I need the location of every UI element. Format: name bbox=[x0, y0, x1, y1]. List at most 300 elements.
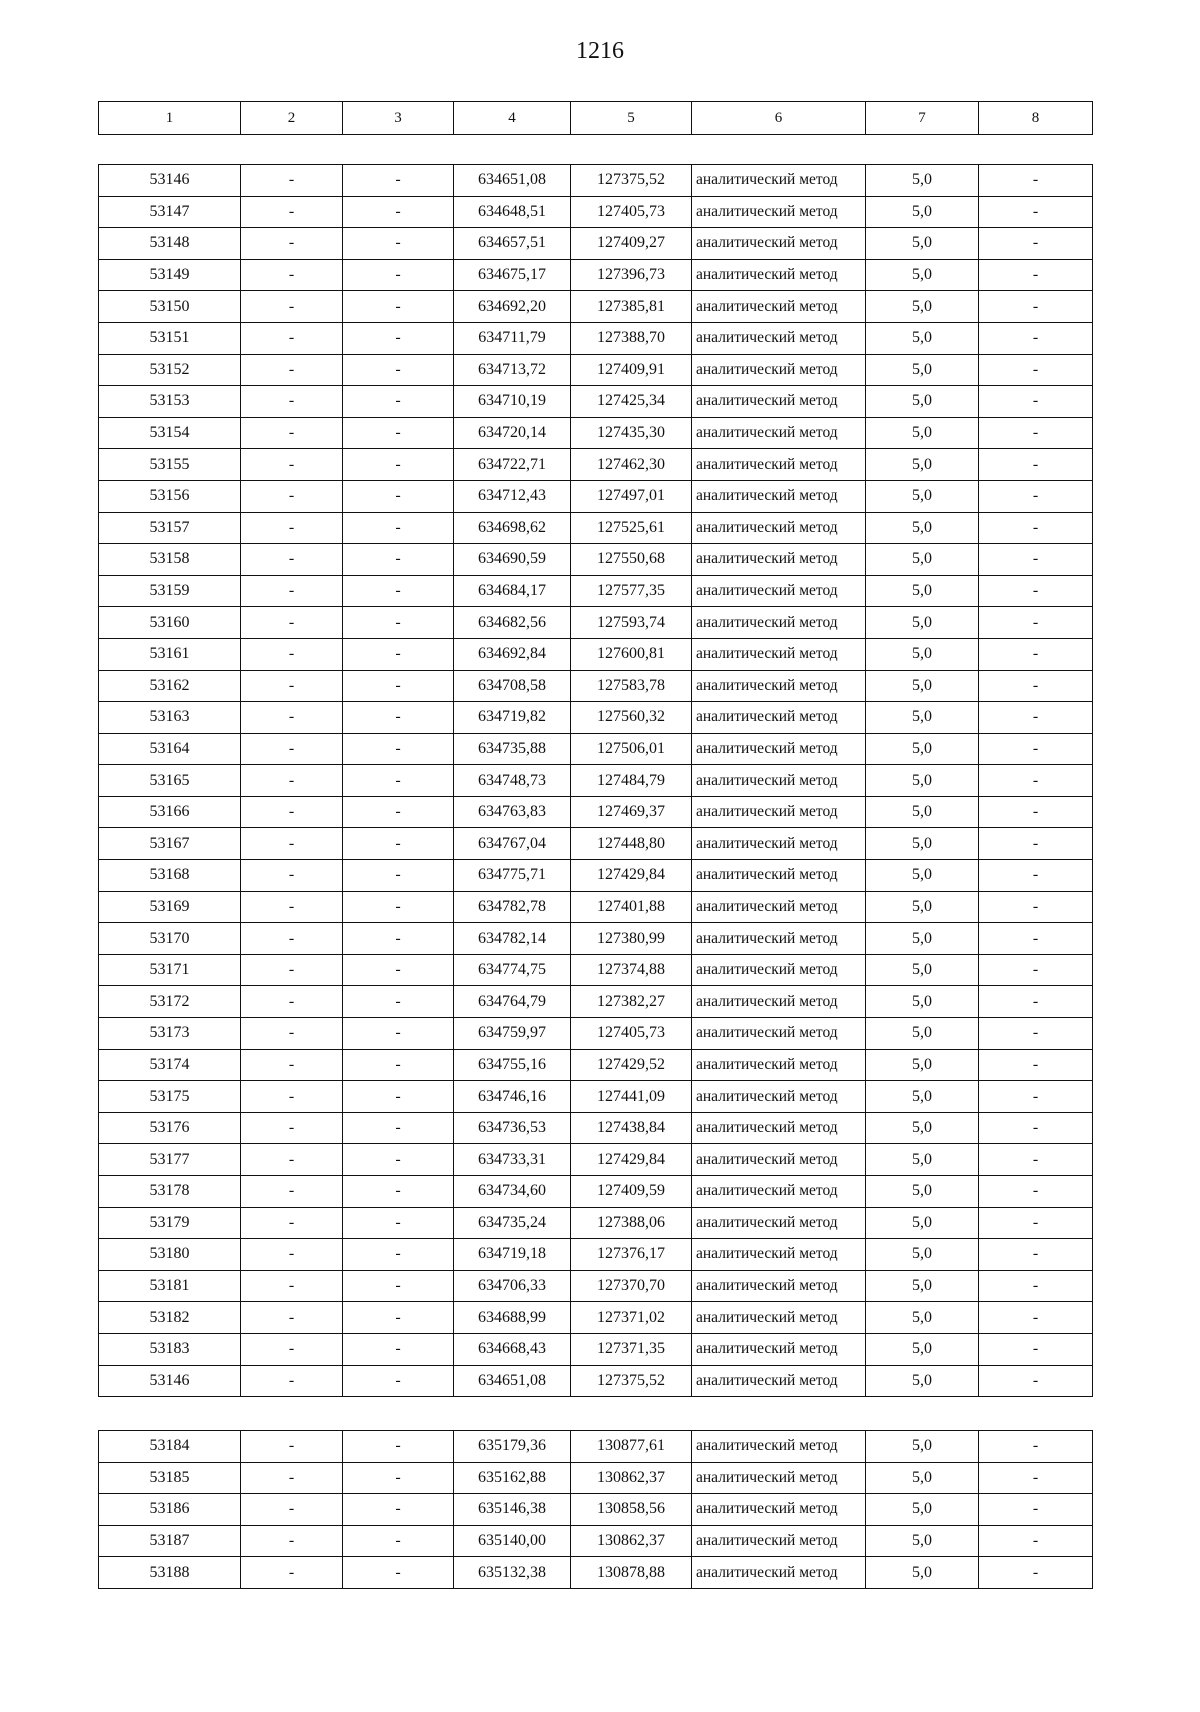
y-coordinate-cell: 127525,61 bbox=[571, 512, 692, 544]
point-number-cell: 53147 bbox=[99, 196, 241, 228]
coordinates-table-block-1 bbox=[98, 164, 1093, 1397]
method-cell: аналитический метод bbox=[692, 259, 866, 291]
accuracy-cell: 5,0 bbox=[866, 733, 979, 765]
method-cell: аналитический метод bbox=[692, 228, 866, 260]
col3-cell: - bbox=[343, 196, 454, 228]
table-row bbox=[99, 1462, 1093, 1494]
x-coordinate-cell: 634675,17 bbox=[454, 259, 571, 291]
col2-cell: - bbox=[241, 1270, 343, 1302]
accuracy-cell: 5,0 bbox=[866, 1302, 979, 1334]
point-number-cell: 53166 bbox=[99, 796, 241, 828]
accuracy-cell: 5,0 bbox=[866, 1525, 979, 1557]
col3-cell: - bbox=[343, 1081, 454, 1113]
table-row bbox=[99, 1018, 1093, 1050]
method-cell: аналитический метод bbox=[692, 165, 866, 197]
method-cell: аналитический метод bbox=[692, 512, 866, 544]
point-number-cell: 53183 bbox=[99, 1333, 241, 1365]
col3-cell: - bbox=[343, 1525, 454, 1557]
col2-cell: - bbox=[241, 165, 343, 197]
accuracy-cell: 5,0 bbox=[866, 607, 979, 639]
col3-cell: - bbox=[343, 1176, 454, 1208]
method-cell: аналитический метод bbox=[692, 1431, 866, 1463]
col3-cell: - bbox=[343, 1302, 454, 1334]
col2-cell: - bbox=[241, 1525, 343, 1557]
method-cell: аналитический метод bbox=[692, 1525, 866, 1557]
x-coordinate-cell: 634668,43 bbox=[454, 1333, 571, 1365]
col8-cell: - bbox=[979, 702, 1093, 734]
col2-cell: - bbox=[241, 449, 343, 481]
table-row bbox=[99, 923, 1093, 955]
point-number-cell: 53146 bbox=[99, 1365, 241, 1397]
accuracy-cell: 5,0 bbox=[866, 1081, 979, 1113]
point-number-cell: 53160 bbox=[99, 607, 241, 639]
table-row bbox=[99, 828, 1093, 860]
table-row bbox=[99, 1302, 1093, 1334]
table-row bbox=[99, 1239, 1093, 1271]
col3-cell: - bbox=[343, 417, 454, 449]
y-coordinate-cell: 127425,34 bbox=[571, 386, 692, 418]
x-coordinate-cell: 634734,60 bbox=[454, 1176, 571, 1208]
accuracy-cell: 5,0 bbox=[866, 322, 979, 354]
col2-cell: - bbox=[241, 1176, 343, 1208]
y-coordinate-cell: 127374,88 bbox=[571, 954, 692, 986]
method-cell: аналитический метод bbox=[692, 891, 866, 923]
col3-cell: - bbox=[343, 575, 454, 607]
col2-cell: - bbox=[241, 923, 343, 955]
col2-cell: - bbox=[241, 733, 343, 765]
accuracy-cell: 5,0 bbox=[866, 1049, 979, 1081]
column-header: 4 bbox=[454, 102, 571, 135]
point-number-cell: 53179 bbox=[99, 1207, 241, 1239]
accuracy-cell: 5,0 bbox=[866, 259, 979, 291]
col3-cell: - bbox=[343, 1270, 454, 1302]
method-cell: аналитический метод bbox=[692, 954, 866, 986]
col8-cell: - bbox=[979, 1494, 1093, 1526]
col8-cell: - bbox=[979, 228, 1093, 260]
y-coordinate-cell: 127497,01 bbox=[571, 480, 692, 512]
x-coordinate-cell: 634713,72 bbox=[454, 354, 571, 386]
col8-cell: - bbox=[979, 544, 1093, 576]
x-coordinate-cell: 635140,00 bbox=[454, 1525, 571, 1557]
col8-cell: - bbox=[979, 1207, 1093, 1239]
y-coordinate-cell: 127506,01 bbox=[571, 733, 692, 765]
col8-cell: - bbox=[979, 733, 1093, 765]
col2-cell: - bbox=[241, 228, 343, 260]
method-cell: аналитический метод bbox=[692, 828, 866, 860]
x-coordinate-cell: 634719,18 bbox=[454, 1239, 571, 1271]
col3-cell: - bbox=[343, 449, 454, 481]
x-coordinate-cell: 634712,43 bbox=[454, 480, 571, 512]
x-coordinate-cell: 634755,16 bbox=[454, 1049, 571, 1081]
y-coordinate-cell: 127469,37 bbox=[571, 796, 692, 828]
col8-cell: - bbox=[979, 860, 1093, 892]
method-cell: аналитический метод bbox=[692, 860, 866, 892]
y-coordinate-cell: 130877,61 bbox=[571, 1431, 692, 1463]
col3-cell: - bbox=[343, 1112, 454, 1144]
accuracy-cell: 5,0 bbox=[866, 386, 979, 418]
col2-cell: - bbox=[241, 1112, 343, 1144]
col3-cell: - bbox=[343, 544, 454, 576]
point-number-cell: 53174 bbox=[99, 1049, 241, 1081]
table-row bbox=[99, 1494, 1093, 1526]
col2-cell: - bbox=[241, 196, 343, 228]
table-row bbox=[99, 638, 1093, 670]
point-number-cell: 53165 bbox=[99, 765, 241, 797]
col8-cell: - bbox=[979, 1176, 1093, 1208]
method-cell: аналитический метод bbox=[692, 322, 866, 354]
table-row bbox=[99, 860, 1093, 892]
y-coordinate-cell: 127388,06 bbox=[571, 1207, 692, 1239]
point-number-cell: 53185 bbox=[99, 1462, 241, 1494]
column-header: 5 bbox=[571, 102, 692, 135]
col3-cell: - bbox=[343, 1494, 454, 1526]
table-row bbox=[99, 480, 1093, 512]
col2-cell: - bbox=[241, 638, 343, 670]
accuracy-cell: 5,0 bbox=[866, 765, 979, 797]
accuracy-cell: 5,0 bbox=[866, 1144, 979, 1176]
table-row bbox=[99, 544, 1093, 576]
point-number-cell: 53176 bbox=[99, 1112, 241, 1144]
method-cell: аналитический метод bbox=[692, 1081, 866, 1113]
accuracy-cell: 5,0 bbox=[866, 354, 979, 386]
x-coordinate-cell: 634657,51 bbox=[454, 228, 571, 260]
col3-cell: - bbox=[343, 165, 454, 197]
table-row bbox=[99, 796, 1093, 828]
y-coordinate-cell: 127583,78 bbox=[571, 670, 692, 702]
column-header-table bbox=[98, 101, 1093, 135]
col3-cell: - bbox=[343, 1557, 454, 1589]
col3-cell: - bbox=[343, 1365, 454, 1397]
col2-cell: - bbox=[241, 1557, 343, 1589]
method-cell: аналитический метод bbox=[692, 1144, 866, 1176]
method-cell: аналитический метод bbox=[692, 386, 866, 418]
column-header-row bbox=[99, 102, 1093, 135]
y-coordinate-cell: 127462,30 bbox=[571, 449, 692, 481]
table-row bbox=[99, 575, 1093, 607]
col3-cell: - bbox=[343, 1239, 454, 1271]
method-cell: аналитический метод bbox=[692, 1239, 866, 1271]
col3-cell: - bbox=[343, 386, 454, 418]
point-number-cell: 53151 bbox=[99, 322, 241, 354]
method-cell: аналитический метод bbox=[692, 1049, 866, 1081]
table-row bbox=[99, 670, 1093, 702]
col2-cell: - bbox=[241, 1333, 343, 1365]
accuracy-cell: 5,0 bbox=[866, 796, 979, 828]
table-row bbox=[99, 228, 1093, 260]
col8-cell: - bbox=[979, 449, 1093, 481]
method-cell: аналитический метод bbox=[692, 923, 866, 955]
col3-cell: - bbox=[343, 796, 454, 828]
col3-cell: - bbox=[343, 291, 454, 323]
accuracy-cell: 5,0 bbox=[866, 512, 979, 544]
accuracy-cell: 5,0 bbox=[866, 1557, 979, 1589]
table-row bbox=[99, 1081, 1093, 1113]
col8-cell: - bbox=[979, 291, 1093, 323]
accuracy-cell: 5,0 bbox=[866, 544, 979, 576]
table-row bbox=[99, 986, 1093, 1018]
y-coordinate-cell: 127376,17 bbox=[571, 1239, 692, 1271]
x-coordinate-cell: 634733,31 bbox=[454, 1144, 571, 1176]
x-coordinate-cell: 634720,14 bbox=[454, 417, 571, 449]
x-coordinate-cell: 634746,16 bbox=[454, 1081, 571, 1113]
y-coordinate-cell: 127435,30 bbox=[571, 417, 692, 449]
col8-cell: - bbox=[979, 638, 1093, 670]
y-coordinate-cell: 127375,52 bbox=[571, 1365, 692, 1397]
col8-cell: - bbox=[979, 1144, 1093, 1176]
method-cell: аналитический метод bbox=[692, 1462, 866, 1494]
point-number-cell: 53167 bbox=[99, 828, 241, 860]
col3-cell: - bbox=[343, 702, 454, 734]
col8-cell: - bbox=[979, 322, 1093, 354]
method-cell: аналитический метод bbox=[692, 449, 866, 481]
col8-cell: - bbox=[979, 1557, 1093, 1589]
x-coordinate-cell: 634692,20 bbox=[454, 291, 571, 323]
method-cell: аналитический метод bbox=[692, 575, 866, 607]
col8-cell: - bbox=[979, 1239, 1093, 1271]
y-coordinate-cell: 127405,73 bbox=[571, 1018, 692, 1050]
accuracy-cell: 5,0 bbox=[866, 986, 979, 1018]
x-coordinate-cell: 634692,84 bbox=[454, 638, 571, 670]
table-row bbox=[99, 1176, 1093, 1208]
accuracy-cell: 5,0 bbox=[866, 1494, 979, 1526]
method-cell: аналитический метод bbox=[692, 1176, 866, 1208]
point-number-cell: 53171 bbox=[99, 954, 241, 986]
col8-cell: - bbox=[979, 575, 1093, 607]
y-coordinate-cell: 127560,32 bbox=[571, 702, 692, 734]
method-cell: аналитический метод bbox=[692, 417, 866, 449]
method-cell: аналитический метод bbox=[692, 1270, 866, 1302]
accuracy-cell: 5,0 bbox=[866, 1112, 979, 1144]
y-coordinate-cell: 127593,74 bbox=[571, 607, 692, 639]
col2-cell: - bbox=[241, 1365, 343, 1397]
table-row bbox=[99, 417, 1093, 449]
col2-cell: - bbox=[241, 480, 343, 512]
col8-cell: - bbox=[979, 954, 1093, 986]
point-number-cell: 53172 bbox=[99, 986, 241, 1018]
table-row bbox=[99, 512, 1093, 544]
point-number-cell: 53159 bbox=[99, 575, 241, 607]
y-coordinate-cell: 127385,81 bbox=[571, 291, 692, 323]
col3-cell: - bbox=[343, 322, 454, 354]
col3-cell: - bbox=[343, 228, 454, 260]
table-row bbox=[99, 954, 1093, 986]
x-coordinate-cell: 634684,17 bbox=[454, 575, 571, 607]
x-coordinate-cell: 635179,36 bbox=[454, 1431, 571, 1463]
col8-cell: - bbox=[979, 1365, 1093, 1397]
col3-cell: - bbox=[343, 480, 454, 512]
method-cell: аналитический метод bbox=[692, 733, 866, 765]
accuracy-cell: 5,0 bbox=[866, 196, 979, 228]
table-row bbox=[99, 1525, 1093, 1557]
col3-cell: - bbox=[343, 1431, 454, 1463]
col8-cell: - bbox=[979, 796, 1093, 828]
x-coordinate-cell: 635132,38 bbox=[454, 1557, 571, 1589]
accuracy-cell: 5,0 bbox=[866, 828, 979, 860]
col2-cell: - bbox=[241, 1144, 343, 1176]
accuracy-cell: 5,0 bbox=[866, 1239, 979, 1271]
col2-cell: - bbox=[241, 702, 343, 734]
page-number: 1216 bbox=[576, 38, 624, 64]
point-number-cell: 53162 bbox=[99, 670, 241, 702]
x-coordinate-cell: 634688,99 bbox=[454, 1302, 571, 1334]
col8-cell: - bbox=[979, 891, 1093, 923]
col3-cell: - bbox=[343, 923, 454, 955]
col8-cell: - bbox=[979, 480, 1093, 512]
accuracy-cell: 5,0 bbox=[866, 670, 979, 702]
accuracy-cell: 5,0 bbox=[866, 1207, 979, 1239]
x-coordinate-cell: 634722,71 bbox=[454, 449, 571, 481]
col2-cell: - bbox=[241, 1462, 343, 1494]
col2-cell: - bbox=[241, 670, 343, 702]
col8-cell: - bbox=[979, 1431, 1093, 1463]
method-cell: аналитический метод bbox=[692, 986, 866, 1018]
y-coordinate-cell: 127577,35 bbox=[571, 575, 692, 607]
col8-cell: - bbox=[979, 1081, 1093, 1113]
y-coordinate-cell: 127429,84 bbox=[571, 1144, 692, 1176]
method-cell: аналитический метод bbox=[692, 1557, 866, 1589]
method-cell: аналитический метод bbox=[692, 1302, 866, 1334]
col3-cell: - bbox=[343, 1207, 454, 1239]
coordinates-table-block-2 bbox=[98, 1430, 1093, 1589]
accuracy-cell: 5,0 bbox=[866, 1462, 979, 1494]
point-number-cell: 53175 bbox=[99, 1081, 241, 1113]
col3-cell: - bbox=[343, 512, 454, 544]
y-coordinate-cell: 127375,52 bbox=[571, 165, 692, 197]
accuracy-cell: 5,0 bbox=[866, 1365, 979, 1397]
table-row bbox=[99, 1270, 1093, 1302]
y-coordinate-cell: 127409,91 bbox=[571, 354, 692, 386]
x-coordinate-cell: 634767,04 bbox=[454, 828, 571, 860]
y-coordinate-cell: 127370,70 bbox=[571, 1270, 692, 1302]
col3-cell: - bbox=[343, 670, 454, 702]
col2-cell: - bbox=[241, 1081, 343, 1113]
col2-cell: - bbox=[241, 1302, 343, 1334]
accuracy-cell: 5,0 bbox=[866, 417, 979, 449]
point-number-cell: 53157 bbox=[99, 512, 241, 544]
x-coordinate-cell: 634782,14 bbox=[454, 923, 571, 955]
accuracy-cell: 5,0 bbox=[866, 449, 979, 481]
col2-cell: - bbox=[241, 417, 343, 449]
col2-cell: - bbox=[241, 1207, 343, 1239]
table-row bbox=[99, 702, 1093, 734]
x-coordinate-cell: 634774,75 bbox=[454, 954, 571, 986]
x-coordinate-cell: 634748,73 bbox=[454, 765, 571, 797]
col3-cell: - bbox=[343, 986, 454, 1018]
col8-cell: - bbox=[979, 165, 1093, 197]
y-coordinate-cell: 127409,27 bbox=[571, 228, 692, 260]
col2-cell: - bbox=[241, 891, 343, 923]
accuracy-cell: 5,0 bbox=[866, 638, 979, 670]
method-cell: аналитический метод bbox=[692, 1112, 866, 1144]
point-number-cell: 53153 bbox=[99, 386, 241, 418]
method-cell: аналитический метод bbox=[692, 702, 866, 734]
x-coordinate-cell: 634682,56 bbox=[454, 607, 571, 639]
point-number-cell: 53173 bbox=[99, 1018, 241, 1050]
method-cell: аналитический метод bbox=[692, 1494, 866, 1526]
col8-cell: - bbox=[979, 512, 1093, 544]
accuracy-cell: 5,0 bbox=[866, 860, 979, 892]
col3-cell: - bbox=[343, 1018, 454, 1050]
accuracy-cell: 5,0 bbox=[866, 575, 979, 607]
x-coordinate-cell: 634710,19 bbox=[454, 386, 571, 418]
col3-cell: - bbox=[343, 1462, 454, 1494]
y-coordinate-cell: 127401,88 bbox=[571, 891, 692, 923]
col3-cell: - bbox=[343, 354, 454, 386]
point-number-cell: 53177 bbox=[99, 1144, 241, 1176]
col2-cell: - bbox=[241, 1431, 343, 1463]
col3-cell: - bbox=[343, 607, 454, 639]
col2-cell: - bbox=[241, 796, 343, 828]
y-coordinate-cell: 130858,56 bbox=[571, 1494, 692, 1526]
point-number-cell: 53188 bbox=[99, 1557, 241, 1589]
point-number-cell: 53148 bbox=[99, 228, 241, 260]
method-cell: аналитический метод bbox=[692, 544, 866, 576]
column-header: 1 bbox=[99, 102, 241, 135]
col8-cell: - bbox=[979, 1525, 1093, 1557]
table-row bbox=[99, 1557, 1093, 1589]
x-coordinate-cell: 634706,33 bbox=[454, 1270, 571, 1302]
x-coordinate-cell: 634782,78 bbox=[454, 891, 571, 923]
point-number-cell: 53181 bbox=[99, 1270, 241, 1302]
col8-cell: - bbox=[979, 986, 1093, 1018]
col8-cell: - bbox=[979, 765, 1093, 797]
x-coordinate-cell: 634735,24 bbox=[454, 1207, 571, 1239]
table-row bbox=[99, 765, 1093, 797]
point-number-cell: 53170 bbox=[99, 923, 241, 955]
table-row bbox=[99, 1431, 1093, 1463]
point-number-cell: 53180 bbox=[99, 1239, 241, 1271]
x-coordinate-cell: 634719,82 bbox=[454, 702, 571, 734]
point-number-cell: 53149 bbox=[99, 259, 241, 291]
method-cell: аналитический метод bbox=[692, 670, 866, 702]
point-number-cell: 53178 bbox=[99, 1176, 241, 1208]
method-cell: аналитический метод bbox=[692, 765, 866, 797]
col8-cell: - bbox=[979, 828, 1093, 860]
method-cell: аналитический метод bbox=[692, 796, 866, 828]
col8-cell: - bbox=[979, 670, 1093, 702]
table-row bbox=[99, 1333, 1093, 1365]
accuracy-cell: 5,0 bbox=[866, 702, 979, 734]
method-cell: аналитический метод bbox=[692, 354, 866, 386]
accuracy-cell: 5,0 bbox=[866, 1431, 979, 1463]
table-row bbox=[99, 733, 1093, 765]
x-coordinate-cell: 634764,79 bbox=[454, 986, 571, 1018]
table-row bbox=[99, 1112, 1093, 1144]
col3-cell: - bbox=[343, 638, 454, 670]
col3-cell: - bbox=[343, 1333, 454, 1365]
table-row bbox=[99, 1365, 1093, 1397]
col8-cell: - bbox=[979, 1112, 1093, 1144]
point-number-cell: 53184 bbox=[99, 1431, 241, 1463]
y-coordinate-cell: 127438,84 bbox=[571, 1112, 692, 1144]
col8-cell: - bbox=[979, 259, 1093, 291]
col8-cell: - bbox=[979, 607, 1093, 639]
column-header: 7 bbox=[866, 102, 979, 135]
y-coordinate-cell: 127600,81 bbox=[571, 638, 692, 670]
point-number-cell: 53156 bbox=[99, 480, 241, 512]
col2-cell: - bbox=[241, 512, 343, 544]
col3-cell: - bbox=[343, 891, 454, 923]
col2-cell: - bbox=[241, 575, 343, 607]
col8-cell: - bbox=[979, 1049, 1093, 1081]
point-number-cell: 53164 bbox=[99, 733, 241, 765]
col8-cell: - bbox=[979, 1018, 1093, 1050]
column-header: 3 bbox=[343, 102, 454, 135]
table-row bbox=[99, 196, 1093, 228]
col8-cell: - bbox=[979, 923, 1093, 955]
point-number-cell: 53168 bbox=[99, 860, 241, 892]
table-row bbox=[99, 1207, 1093, 1239]
